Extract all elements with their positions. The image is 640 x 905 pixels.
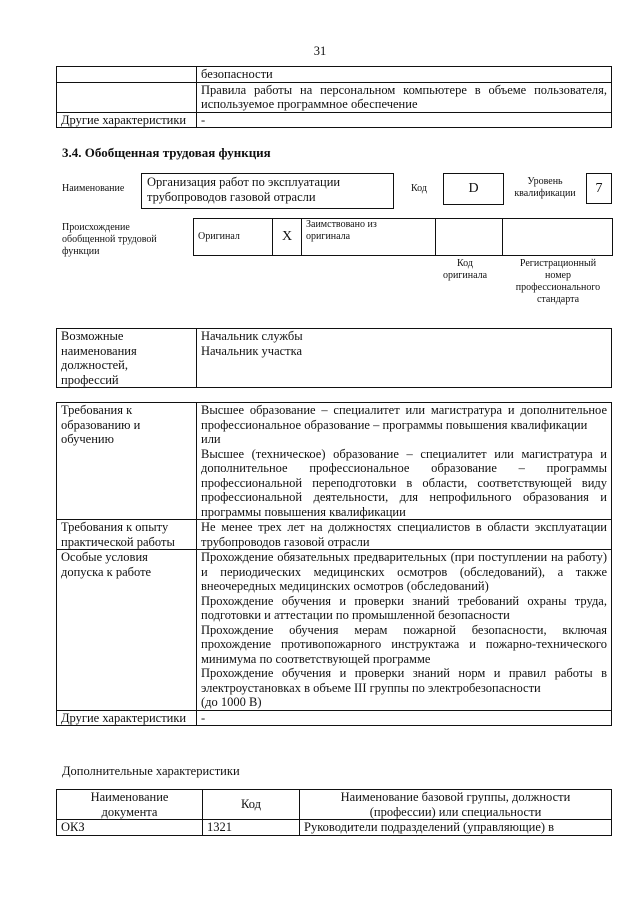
other-value: - [197,710,612,726]
level-label: Уровень квалификации [514,176,576,199]
top-row3-value: - [197,112,612,128]
requirements-table [56,402,612,726]
exp-value: Не менее трех лет на должностях специалистов в области эксплуатации трубопроводов газовой отрасли [197,520,612,550]
additional-title: Дополнительные характеристики [62,764,240,778]
positions-value: Начальник службы Начальник участка [197,329,612,388]
special-label: Особые условия допуска к работе [57,550,197,711]
top-row2-value: Правила работы на персональном компьютере в объеме пользователя, используемое программное обеспечение [197,82,612,112]
original-mark: X [273,219,302,256]
special-value: Прохождение обязательных предварительных (при поступлении на работу) и периодических медицинских осмотров (обследований), а также внеочередных медицинских осмотров (обследований) Прохождение обучения и проверки знаний требований охраны труда, подготовки и аттестации по промышленной безопасности Прохождение обучения мерам пожарной безопасности, включая прохождение противопожарного инструктажа и пожарно-технического минимума по соответствующей программе Прохождение обучения и проверки знаний норм и правил работы в электроустановках в объеме III группы по электробезопасности (до 1000 В) [197,550,612,711]
level-value-box: 7 [586,173,612,204]
edu-label: Требования к образованию и обучению [57,403,197,520]
code-caption: Код оригинала [442,258,488,281]
additional-col3-header: Наименование базовой группы, должности (профессии) или специальности [300,790,612,820]
origin-label: Происхождение обобщенной трудовой функции [62,222,157,257]
additional-col1-header: Наименование документа [57,790,203,820]
reg-caption: Регистрационный номер профессионального стандарта [515,258,601,305]
page-number: 31 [313,44,327,58]
additional-col2-header: Код [203,790,300,820]
positions-table [56,328,612,388]
additional-row1-doc: ОКЗ [57,820,203,836]
reg-number-cell [503,219,613,256]
additional-table [56,789,612,836]
borrowed-cell: Заимствовано из оригинала [302,219,436,256]
name-label: Наименование [62,183,125,194]
additional-row1-name: Руководители подразделений (управляющие) в [300,820,612,836]
function-name-line1: Организация работ по эксплуатации [147,175,341,189]
top-table [56,66,612,128]
top-row3-label: Другие характеристики [57,112,197,128]
other-label: Другие характеристики [57,710,197,726]
section-title: 3.4. Обобщенная трудовая функция [62,145,271,160]
original-code-cell [436,219,503,256]
code-label: Код [411,183,427,194]
original-label: Оригинал [194,219,273,256]
top-row1-value: безопасности [197,67,612,83]
code-value-box: D [443,173,504,205]
exp-label: Требования к опыту практической работы [57,520,197,550]
edu-value: Высшее образование – специалитет или магистратура и дополнительное профессиональное образование – программы повышения квалификации или Высшее (техническое) образование – специалитет или магистратура и дополнительное профессиональное образование – программы профессиональной переподготовки в области, соответствующей виду профессиональной деятельности, для непрофильного образования и программы повышения квалификации [197,403,612,520]
origin-table [193,218,613,256]
function-name-box [141,173,394,209]
positions-label: Возможные наименования должностей, профессий [57,329,197,388]
additional-row1-code: 1321 [203,820,300,836]
function-name-line2: трубопроводов газовой отрасли [147,189,316,204]
